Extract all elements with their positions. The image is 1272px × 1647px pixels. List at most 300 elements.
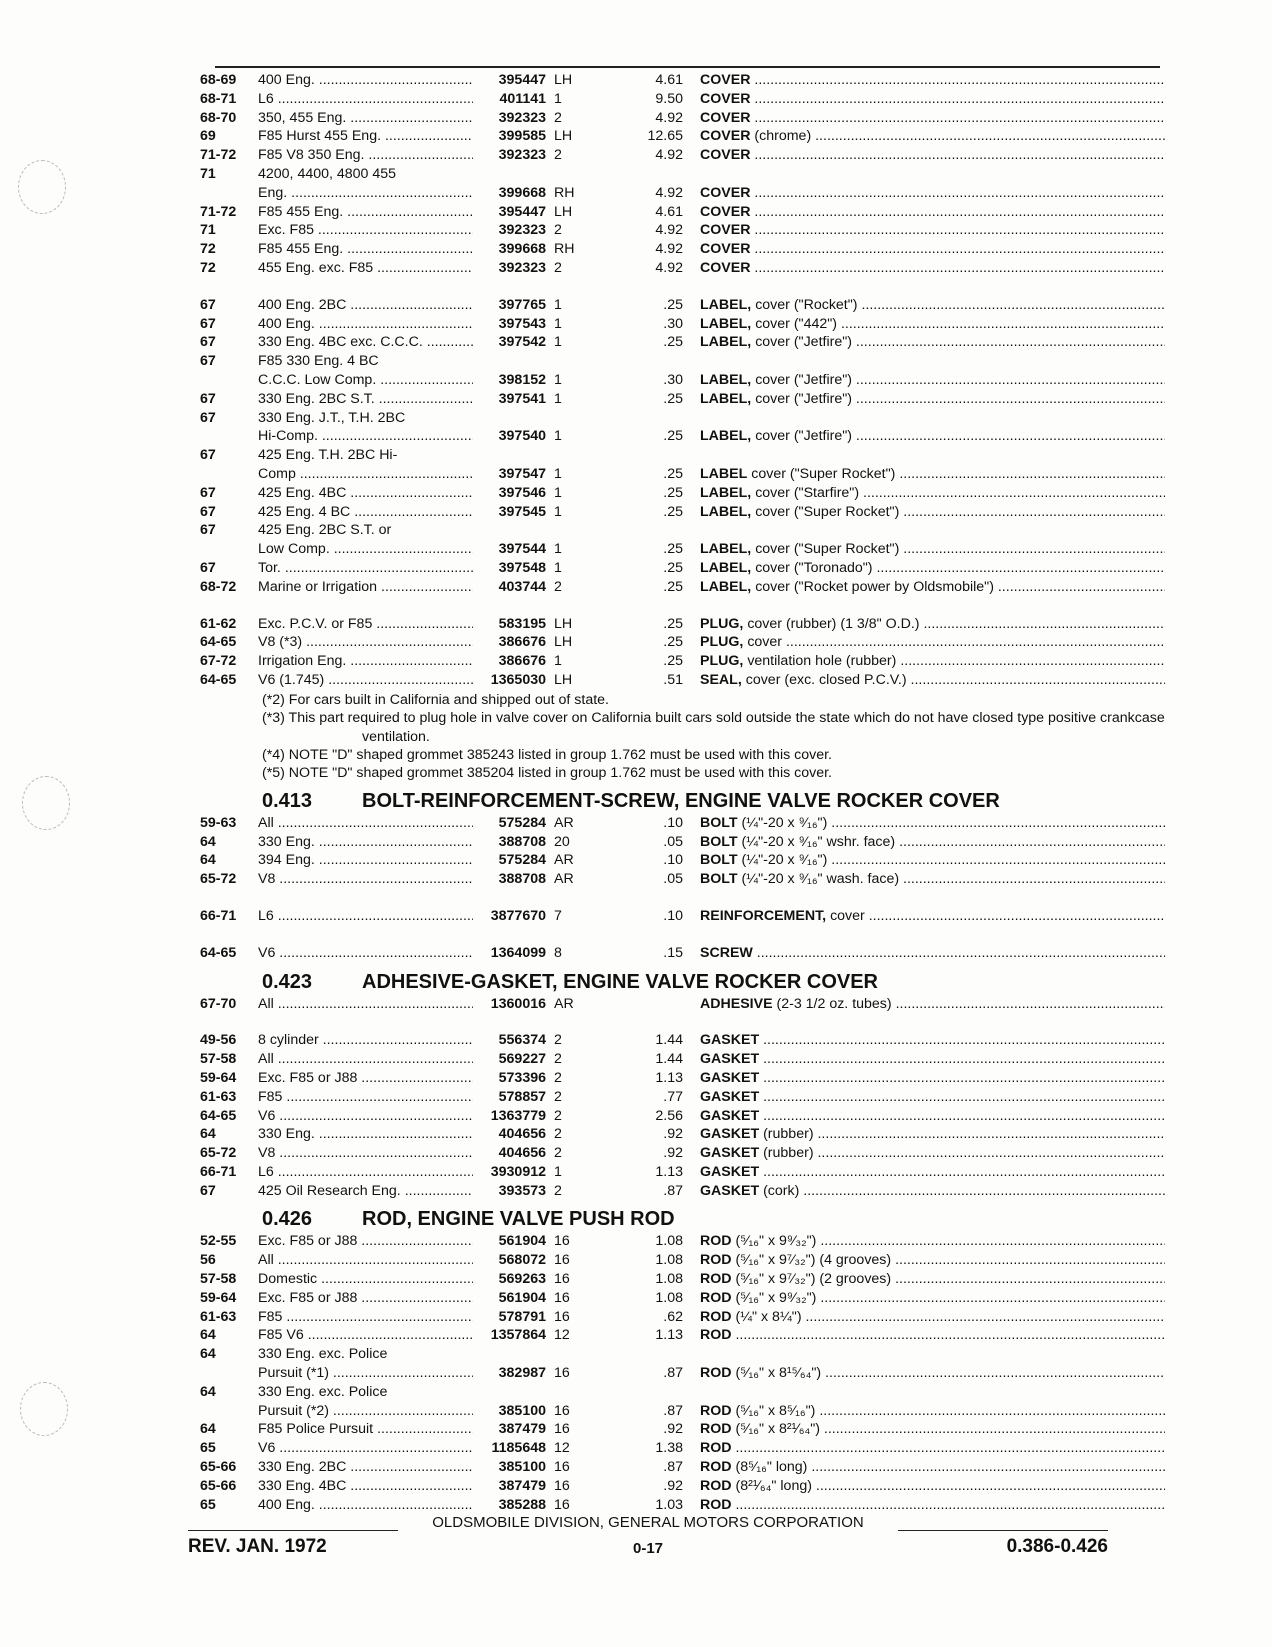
catalog-row (200, 1233, 1170, 1252)
part-number: 1363779 (490, 1107, 546, 1124)
part-detail (754, 222, 1165, 238)
model-year: 71-72 (200, 203, 237, 220)
part-name: COVER (700, 184, 751, 201)
application: F85 455 Eng. ..... (258, 204, 473, 220)
catalog-row (200, 1384, 1170, 1403)
group-spacer (200, 279, 1170, 297)
part-detail (754, 185, 1165, 201)
part-description (700, 1271, 1165, 1287)
list-price: 1.08 (655, 1233, 683, 1250)
part-number: 397543 (498, 315, 546, 332)
part-number: 385288 (498, 1496, 546, 1513)
catalog-row (200, 166, 1170, 185)
part-name: LABEL (700, 465, 748, 482)
quantity: 1 (554, 465, 562, 482)
part-description (700, 1070, 1165, 1086)
part-description (700, 297, 1165, 313)
application: Marine or Irrigation ..... (258, 579, 473, 595)
quantity: 12 (554, 1440, 570, 1457)
quantity: 8 (554, 944, 562, 961)
catalog-row (200, 815, 1170, 834)
part-description (700, 1051, 1165, 1067)
quantity: 16 (554, 1308, 570, 1325)
part-detail: (8⁵⁄₁₆" long) ..... (735, 1459, 1165, 1475)
part-name: LABEL, (700, 578, 752, 595)
application: 330 Eng. exc. Police (258, 1346, 388, 1363)
part-name: GASKET (700, 1088, 760, 1105)
catalog-row (200, 1145, 1170, 1164)
catalog-row (200, 908, 1170, 927)
quantity: 1 (554, 390, 562, 407)
part-number: 578791 (498, 1308, 546, 1325)
part-description (700, 1440, 1165, 1456)
catalog-row (200, 871, 1170, 890)
part-detail: cover ("Starfire") ..... (755, 485, 1165, 501)
part-detail (757, 945, 1165, 961)
part-number: 404656 (498, 1145, 546, 1162)
model-year: 67-70 (200, 995, 237, 1012)
part-name: ROD (700, 1477, 732, 1494)
catalog-row (200, 1070, 1170, 1089)
part-detail: cover ("Jetfire") ..... (755, 391, 1165, 407)
catalog-row (200, 1346, 1170, 1365)
part-number: 3877670 (490, 907, 546, 924)
part-detail: (¼"-20 x ⁹⁄₁₆" wshr. face) ..... (742, 834, 1165, 850)
catalog-row (200, 1164, 1170, 1183)
application: 330 Eng. 4BC ..... (258, 1478, 473, 1494)
application: 330 Eng. exc. Police (258, 1383, 388, 1400)
part-name: ROD (700, 1459, 732, 1476)
part-detail (754, 110, 1165, 126)
part-name: GASKET (700, 1182, 760, 1199)
list-price: .25 (663, 578, 683, 595)
part-number: 399668 (498, 184, 546, 201)
quantity: 7 (554, 907, 562, 924)
list-price: 12.65 (647, 128, 683, 145)
part-name: LABEL, (700, 484, 752, 501)
catalog-row (200, 945, 1170, 964)
part-detail (754, 147, 1165, 163)
catalog-row (200, 672, 1170, 691)
part-detail: (rubber) ..... (763, 1126, 1165, 1142)
application: 400 Eng. ..... (258, 72, 473, 88)
list-price: .92 (663, 1145, 683, 1162)
part-name: GASKET (700, 1069, 760, 1086)
catalog-row (200, 1183, 1170, 1202)
list-price: .10 (663, 814, 683, 831)
application: 425 Eng. 2BC S.T. or (258, 522, 392, 539)
punch-hole (18, 160, 66, 214)
model-year: 57-58 (200, 1271, 237, 1288)
application: 425 Eng. 4 BC ..... (258, 504, 473, 520)
application: V6 ..... (258, 945, 473, 961)
application: All ..... (258, 1252, 473, 1268)
part-description (700, 72, 1165, 88)
footer-group-range: 0.386-0.426 (1006, 1536, 1108, 1557)
part-name: ROD (700, 1402, 732, 1419)
footnote: (*5) NOTE "D" shaped grommet 385204 listed in group 1.762 must be used with this cover. (262, 765, 832, 782)
quantity: 2 (554, 1145, 562, 1162)
list-price: 2.56 (655, 1107, 683, 1124)
part-detail (763, 1108, 1165, 1124)
quantity: 16 (554, 1365, 570, 1382)
part-number: 1364099 (490, 944, 546, 961)
application: F85 455 Eng. ..... (258, 241, 473, 257)
part-number: 1365030 (490, 671, 546, 688)
list-price: 1.08 (655, 1271, 683, 1288)
application: 8 cylinder ..... (258, 1032, 473, 1048)
part-number: 397540 (498, 428, 546, 445)
application: 455 Eng. exc. F85 ..... (258, 260, 473, 276)
part-description (700, 1327, 1165, 1343)
quantity: LH (554, 203, 573, 220)
list-price: .92 (663, 1477, 683, 1494)
part-detail: (2-3 1/2 oz. tubes) ..... (776, 996, 1165, 1012)
quantity: AR (554, 814, 574, 831)
part-number: 397544 (498, 541, 546, 558)
quantity: 1 (554, 334, 562, 351)
part-name: GASKET (700, 1032, 760, 1049)
part-description (700, 541, 1165, 557)
catalog-row (200, 653, 1170, 672)
catalog-row (200, 1365, 1170, 1384)
list-price: .25 (663, 296, 683, 313)
quantity: 16 (554, 1289, 570, 1306)
part-detail (735, 1327, 1165, 1343)
list-price: 1.03 (655, 1496, 683, 1513)
part-description (700, 1032, 1165, 1048)
catalog-row (200, 185, 1170, 204)
part-description (700, 560, 1165, 576)
quantity: 12 (554, 1327, 570, 1344)
part-description (700, 871, 1165, 887)
part-name: GASKET (700, 1126, 760, 1143)
application: 400 Eng. ..... (258, 1497, 473, 1513)
list-price: 1.13 (655, 1327, 683, 1344)
list-price: .05 (663, 833, 683, 850)
application: All ..... (258, 1051, 473, 1067)
catalog-row (200, 447, 1170, 466)
application: F85 ..... (258, 1309, 473, 1325)
part-name: LABEL, (700, 315, 752, 332)
catalog-row (200, 110, 1170, 129)
part-detail: (⁵⁄₁₆" x 8¹⁵⁄₆₄") ..... (735, 1365, 1165, 1381)
quantity: 16 (554, 1402, 570, 1419)
catalog-row (200, 334, 1170, 353)
section-heading (262, 787, 1170, 815)
quantity: 2 (554, 259, 562, 276)
model-year: 67 (200, 390, 216, 407)
part-number: 561904 (498, 1233, 546, 1250)
part-detail: (⁵⁄₁₆" x 9⁷⁄₃₂") (4 grooves) ..... (735, 1252, 1165, 1268)
list-price: .77 (663, 1088, 683, 1105)
model-year: 61-63 (200, 1308, 237, 1325)
quantity: 2 (554, 1051, 562, 1068)
quantity: 1 (554, 541, 562, 558)
footnote: (*4) NOTE "D" shaped grommet 385243 listed in group 1.762 must be used with this cover. (262, 746, 832, 763)
part-description (700, 634, 1165, 650)
part-description (700, 185, 1165, 201)
list-price: 1.38 (655, 1440, 683, 1457)
part-description (700, 616, 1165, 632)
top-rule (215, 66, 1160, 68)
page-footer (188, 1514, 1108, 1574)
catalog-row (200, 147, 1170, 166)
quantity: 16 (554, 1252, 570, 1269)
list-price: .87 (663, 1365, 683, 1382)
part-name: COVER (700, 72, 751, 88)
part-name: LABEL, (700, 503, 752, 520)
list-price: .25 (663, 653, 683, 670)
model-year: 65 (200, 1496, 216, 1513)
part-description (700, 485, 1165, 501)
list-price: 1.08 (655, 1252, 683, 1269)
part-name: LABEL, (700, 428, 752, 445)
model-year: 68-71 (200, 90, 237, 107)
quantity: 16 (554, 1477, 570, 1494)
parts-catalog (200, 72, 1170, 1515)
application: 330 Eng. ..... (258, 834, 473, 850)
quantity: AR (554, 871, 574, 888)
application: All ..... (258, 815, 473, 831)
catalog-row (200, 128, 1170, 147)
model-year: 67 (200, 334, 216, 351)
footer-corporation: OLDSMOBILE DIVISION, GENERAL MOTORS CORPORATION (432, 1514, 864, 1531)
application: F85 ..... (258, 1089, 473, 1105)
part-detail (754, 260, 1165, 276)
part-number: 397541 (498, 390, 546, 407)
application: Exc. F85 ..... (258, 222, 473, 238)
part-name: REINFORCEMENT, (700, 907, 827, 924)
part-detail: cover ("Toronado") ..... (755, 560, 1165, 576)
application: 400 Eng. ..... (258, 316, 473, 332)
catalog-row (200, 1327, 1170, 1346)
application: Pursuit (*1) ..... (258, 1365, 473, 1381)
part-description (700, 241, 1165, 257)
part-detail: ventilation hole (rubber) ..... (747, 653, 1165, 669)
part-detail: cover ..... (830, 908, 1165, 924)
list-price: .51 (663, 671, 683, 688)
part-detail (763, 1089, 1165, 1105)
part-number: 583195 (498, 615, 546, 632)
list-price: .25 (663, 615, 683, 632)
model-year: 64 (200, 1383, 216, 1400)
part-number: 392323 (498, 109, 546, 126)
part-detail: cover ..... (747, 634, 1165, 650)
quantity: RH (554, 184, 575, 201)
part-detail: (⁵⁄₁₆" x 9⁷⁄₃₂") (2 grooves) ..... (735, 1271, 1165, 1287)
part-name: COVER (700, 109, 751, 126)
list-price: .87 (663, 1459, 683, 1476)
list-price: .25 (663, 503, 683, 520)
part-description (700, 1252, 1165, 1268)
part-name: ROD (700, 1252, 732, 1269)
catalog-row (200, 1271, 1170, 1290)
application: F85 V8 350 Eng. ..... (258, 147, 473, 163)
part-number: 399668 (498, 241, 546, 258)
quantity: LH (554, 634, 573, 651)
part-name: ROD (700, 1271, 732, 1288)
part-number: 556374 (498, 1032, 546, 1049)
list-price: .25 (663, 390, 683, 407)
model-year: 65-66 (200, 1459, 237, 1476)
part-description (700, 428, 1165, 444)
model-year: 71-72 (200, 147, 237, 164)
quantity: 1 (554, 90, 562, 107)
section-title: ROD, ENGINE VALVE PUSH ROD (362, 1208, 675, 1231)
part-description (700, 204, 1165, 220)
quantity: 2 (554, 578, 562, 595)
part-name: LABEL, (700, 541, 752, 558)
part-detail: cover ("Rocket") ..... (755, 297, 1165, 313)
part-detail: cover ("Jetfire") ..... (755, 334, 1165, 350)
group-spacer (200, 1014, 1170, 1032)
list-price: 4.61 (655, 72, 683, 88)
part-description (700, 945, 1165, 961)
catalog-row (200, 353, 1170, 372)
part-number: 388708 (498, 871, 546, 888)
part-description (700, 1145, 1165, 1161)
catalog-row (200, 616, 1170, 635)
section-number: 0.423 (262, 970, 313, 993)
application: V6 ..... (258, 1440, 473, 1456)
part-name: BOLT (700, 814, 738, 831)
part-number: 393573 (498, 1182, 546, 1199)
part-name: ADHESIVE (700, 995, 773, 1012)
part-number: 388708 (498, 833, 546, 850)
catalog-row (200, 485, 1170, 504)
part-description (700, 147, 1165, 163)
part-description (700, 1089, 1165, 1105)
part-name: LABEL, (700, 559, 752, 576)
quantity: 2 (554, 1126, 562, 1143)
part-description (700, 579, 1165, 595)
part-detail (735, 1497, 1165, 1513)
part-description (700, 504, 1165, 520)
list-price: .25 (663, 559, 683, 576)
quantity: 2 (554, 1069, 562, 1086)
model-year: 72 (200, 241, 216, 258)
part-detail: cover ("Rocket power by Oldsmobile") ..... (755, 579, 1165, 595)
part-number: 397765 (498, 296, 546, 313)
application: C.C.C. Low Comp. ..... (258, 372, 473, 388)
part-description (700, 1421, 1165, 1437)
application: 330 Eng. ..... (258, 1126, 473, 1142)
part-number: 385100 (498, 1459, 546, 1476)
part-number: 395447 (498, 203, 546, 220)
quantity: 1 (554, 484, 562, 501)
list-price: .10 (663, 907, 683, 924)
part-number: 401141 (499, 90, 546, 107)
part-number: 573396 (498, 1069, 546, 1086)
part-number: 392323 (498, 259, 546, 276)
part-number: 1357864 (490, 1327, 546, 1344)
quantity: 2 (554, 1088, 562, 1105)
application: Domestic ..... (258, 1271, 473, 1287)
part-description (700, 110, 1165, 126)
model-year: 64-65 (200, 634, 237, 651)
part-description (700, 672, 1165, 688)
part-name: GASKET (700, 1051, 760, 1068)
part-description (700, 1183, 1165, 1199)
catalog-row (200, 297, 1170, 316)
part-number: 387479 (498, 1421, 546, 1438)
catalog-row (200, 222, 1170, 241)
part-number: 395447 (498, 72, 546, 88)
part-detail: cover ("Jetfire") ..... (755, 428, 1165, 444)
part-detail: cover (exc. closed P.C.V.) ..... (746, 672, 1165, 688)
application: 400 Eng. 2BC ..... (258, 297, 473, 313)
application: 330 Eng. 2BC ..... (258, 1459, 473, 1475)
section-heading (262, 968, 1170, 996)
catalog-row (200, 834, 1170, 853)
model-year: 59-63 (200, 814, 237, 831)
part-detail (763, 1032, 1165, 1048)
part-description (700, 1365, 1165, 1381)
catalog-row (200, 428, 1170, 447)
model-year: 59-64 (200, 1069, 237, 1086)
catalog-row (200, 91, 1170, 110)
part-name: ROD (700, 1440, 732, 1457)
quantity: 1 (554, 1163, 562, 1180)
model-year: 67 (200, 296, 216, 313)
part-name: GASKET (700, 1107, 760, 1124)
quantity: AR (554, 995, 574, 1012)
list-price: 1.44 (655, 1032, 683, 1049)
catalog-row (200, 560, 1170, 579)
list-price: .25 (663, 334, 683, 351)
catalog-row (200, 1478, 1170, 1497)
application: 330 Eng. 2BC S.T. ..... (258, 391, 473, 407)
part-description (700, 1290, 1165, 1306)
catalog-row (200, 1290, 1170, 1309)
part-description (700, 334, 1165, 350)
application: 350, 455 Eng. ..... (258, 110, 473, 126)
footer-page-number: 0-17 (632, 1540, 664, 1557)
model-year: 67 (200, 409, 216, 426)
model-year: 67 (200, 503, 216, 520)
list-price: .30 (663, 315, 683, 332)
catalog-row (200, 466, 1170, 485)
application: F85 Police Pursuit ..... (258, 1421, 473, 1437)
part-name: GASKET (700, 1163, 760, 1180)
section-number: 0.413 (262, 789, 313, 812)
part-description (700, 1126, 1165, 1142)
part-name: ROD (700, 1496, 732, 1513)
catalog-row (200, 1497, 1170, 1516)
quantity: 16 (554, 1421, 570, 1438)
part-number: 1360016 (490, 995, 546, 1012)
list-price: 1.08 (655, 1289, 683, 1306)
application: Irrigation Eng. ..... (258, 653, 473, 669)
quantity: 2 (554, 1182, 562, 1199)
application: V8 (*3) ..... (258, 634, 473, 650)
catalog-row (200, 1126, 1170, 1145)
quantity: 2 (554, 1032, 562, 1049)
part-name: ROD (700, 1289, 732, 1306)
footer-rule (898, 1530, 1108, 1531)
part-description (700, 1478, 1165, 1494)
part-number: 561904 (498, 1289, 546, 1306)
model-year: 67 (200, 484, 216, 501)
quantity: 1 (554, 371, 562, 388)
list-price: .87 (663, 1402, 683, 1419)
application: V8 ..... (258, 1145, 473, 1161)
part-number: 569263 (498, 1271, 546, 1288)
quantity: LH (554, 671, 573, 688)
footnote: (*3) This part required to plug hole in valve cover on California built cars sold outside the state which do not have closed type positive crankcase ventilation. (262, 710, 1165, 745)
application: Exc. F85 or J88 ..... (258, 1070, 473, 1086)
